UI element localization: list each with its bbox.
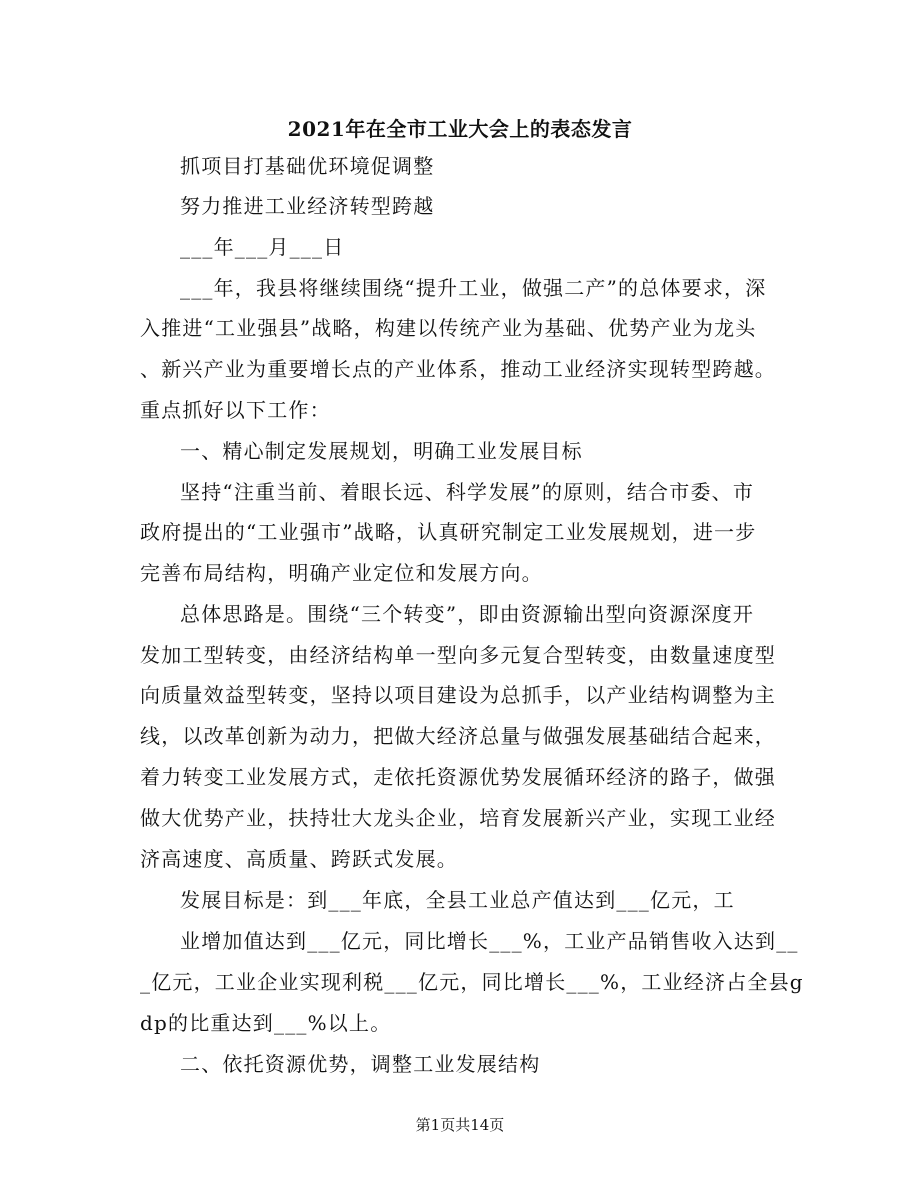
paragraph-line: 线，以改革创新为动力，把做大经济总量与做强发展基础结合起来， (140, 724, 776, 748)
section-heading-1: 一、精心制定发展规划，明确工业发展目标 (180, 439, 583, 463)
paragraph-line: 着力转变工业发展方式，走依托资源优势发展循环经济的路子，做强 (140, 765, 776, 789)
paragraph-line: 发加工型转变，由经济结构单一型向多元复合型转变，由数量速度型 (140, 643, 776, 667)
paragraph-line: dp的比重达到___%以上。 (140, 1011, 392, 1035)
paragraph-line: 入推进“工业强县”战略，构建以传统产业为基础、优势产业为龙头 (140, 316, 757, 340)
paragraph-line: 坚持“注重当前、着眼长远、科学发展”的原则，结合市委、市 (180, 480, 755, 504)
page-footer: 第1页共14页 (415, 1116, 505, 1134)
paragraph-line: 发展目标是：到___年底，全县工业总产值达到___亿元，工 (180, 888, 735, 912)
paragraph-line: 、新兴产业为重要增长点的产业体系，推动工业经济实现转型跨越。 (140, 357, 776, 381)
paragraph-line: 业增加值达到___亿元，同比增长___%，工业产品销售收入达到__ (180, 929, 799, 953)
date-line: ___年___月___日 (180, 235, 345, 259)
document-title: 2021年在全市工业大会上的表态发言 (287, 117, 633, 141)
subtitle-line-2: 努力推进工业经济转型跨越 (180, 194, 435, 218)
paragraph-line: 完善布局结构，明确产业定位和发展方向。 (140, 561, 543, 585)
paragraph-line: ___年，我县将继续围绕“提升工业，做强二产”的总体要求，深 (180, 276, 767, 300)
paragraph-line: _亿元，工业企业实现利税___亿元，同比增长___%，工业经济占全县g (140, 970, 804, 994)
paragraph-line: 做大优势产业，扶持壮大龙头企业，培育发展新兴产业，实现工业经 (140, 806, 776, 830)
subtitle-line-1: 抓项目打基础优环境促调整 (180, 154, 435, 178)
section-heading-2: 二、依托资源优势，调整工业发展结构 (180, 1052, 541, 1076)
paragraph-line: 重点抓好以下工作： (140, 398, 331, 422)
paragraph-line: 总体思路是。围绕“三个转变”，即由资源输出型向资源深度开 (180, 602, 755, 626)
paragraph-line: 济高速度、高质量、跨跃式发展。 (140, 847, 458, 871)
paragraph-line: 政府提出的“工业强市”战略，认真研究制定工业发展规划，进一步 (140, 520, 757, 544)
paragraph-line: 向质量效益型转变，坚持以项目建设为总抓手，以产业结构调整为主 (140, 683, 776, 707)
